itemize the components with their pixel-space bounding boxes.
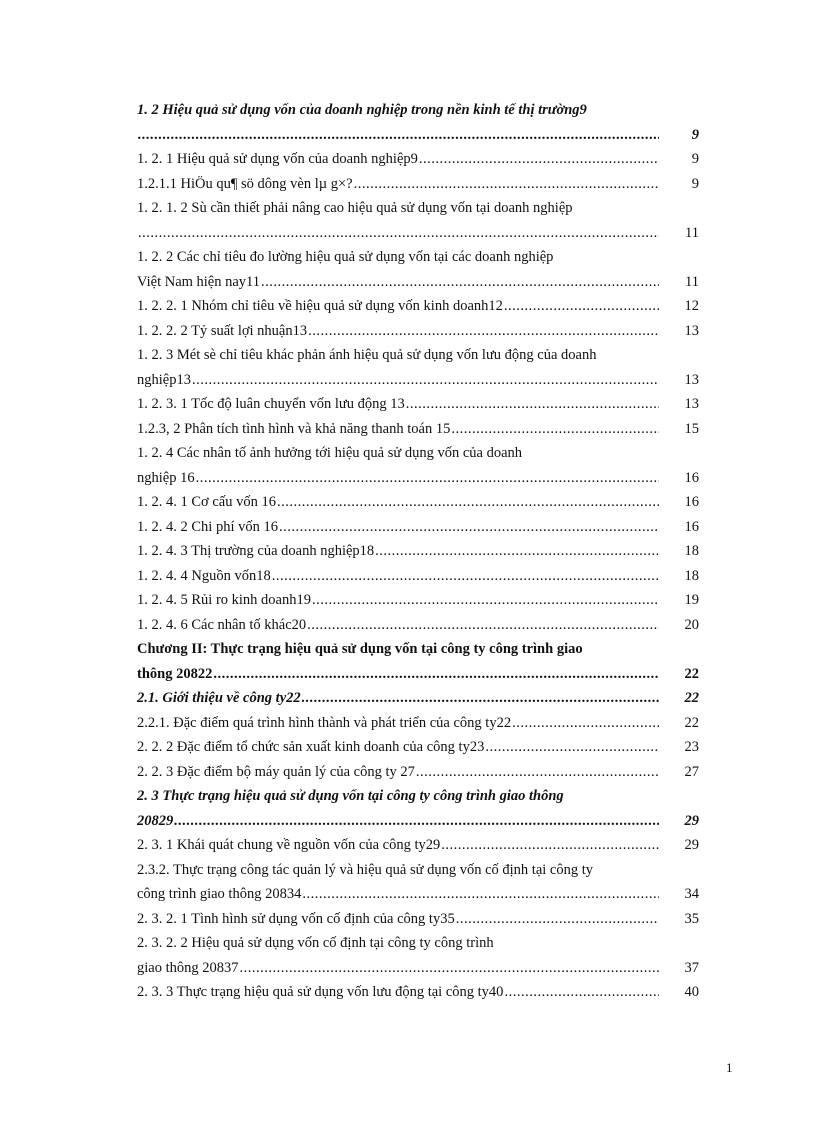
toc-page-number: 13 <box>684 322 699 339</box>
toc-page-number: 35 <box>684 910 699 927</box>
toc-entry-title: 1. 2. 3 Mét sè chỉ tiêu khác phản ánh hiệu quả sử dụng vốn lưu động của doanh <box>137 347 597 363</box>
dot-leader <box>504 294 659 319</box>
toc-entry-title: Chương II: Thực trạng hiệu quả sử dụng vốn tại công ty công trình giao <box>137 641 583 657</box>
toc-entry-title: 2.1. Giới thiệu về công ty22 <box>137 690 301 706</box>
dot-leader <box>441 833 659 858</box>
toc-entry-title: 1. 2. 4. 4 Nguồn vốn18 <box>137 567 271 584</box>
dot-leader <box>213 662 659 687</box>
toc-page-number: 12 <box>684 298 699 314</box>
toc-entry-title: 1. 2. 2 Các chỉ tiêu đo lường hiệu quả sử dụng vốn tại các doanh nghiệp <box>137 249 554 265</box>
toc-entry[interactable] <box>137 539 699 564</box>
toc-page-number: 37 <box>684 959 699 976</box>
toc-entry[interactable] <box>137 564 699 589</box>
toc-entry-title: 2.3.2. Thực trạng công tác quản lý và hiệu quả sử dụng vốn cố định tại công ty <box>137 861 593 878</box>
toc-page-number: 29 <box>684 837 699 853</box>
toc-entry-title: 2. 3. 1 Khái quát chung về nguồn vốn của công ty29 <box>137 837 441 853</box>
toc-entry-title: 1. 2. 4. 5 Rủi ro kinh doanh19 <box>137 592 311 608</box>
toc-entry[interactable] <box>137 907 699 932</box>
dot-leader <box>416 760 659 785</box>
toc-entry[interactable] <box>137 441 699 490</box>
toc-page-number: 11 <box>685 224 699 241</box>
toc-entry-title: 2.2.1. Đặc điểm quá trình hình thành và phát triển của công ty22 <box>137 714 512 731</box>
toc-entry-title: 1.2.1.1 HiÖu qu¶ sö dông vèn lµ g×? <box>137 175 353 192</box>
dot-leader <box>312 588 659 613</box>
toc-page-number: 9 <box>691 151 699 167</box>
toc-entry[interactable] <box>137 245 699 294</box>
dot-leader <box>451 417 659 442</box>
toc-entry-continuation: thông 20822 <box>137 665 213 682</box>
toc-page-number: 19 <box>684 592 699 608</box>
dot-leader <box>512 711 659 736</box>
toc-entry[interactable] <box>137 980 699 1005</box>
dot-leader <box>308 319 659 344</box>
dot-leader <box>302 882 659 907</box>
toc-page-number: 18 <box>684 567 699 584</box>
toc-page-number: 15 <box>684 420 699 437</box>
toc-entry[interactable] <box>137 588 699 613</box>
dot-leader <box>277 490 659 515</box>
toc-page-number: 34 <box>684 886 699 902</box>
toc-page-number: 22 <box>684 690 699 706</box>
toc-entry-title: 1.2.3, 2 Phân tích tình hình và khả năng thanh toán 15 <box>137 420 451 437</box>
toc-page-number: 13 <box>684 371 699 388</box>
toc-page-number: 29 <box>684 812 699 829</box>
toc-entry[interactable] <box>137 147 699 172</box>
toc-entry-title: 1. 2. 2. 1 Nhóm chỉ tiêu về hiệu quả sử dụng vốn kinh doanh12 <box>137 298 503 314</box>
dot-leader <box>272 564 659 589</box>
toc-page-number: 22 <box>684 714 699 731</box>
toc-page-number: 13 <box>684 396 699 412</box>
toc-page-number: 20 <box>684 616 699 633</box>
toc-entry[interactable] <box>137 637 699 686</box>
toc-entry-continuation: nghiệp13 <box>137 371 191 388</box>
toc-page-number: 23 <box>684 739 699 755</box>
toc-entry-continuation: công trình giao thông 20834 <box>137 886 302 902</box>
toc-entry-title: 2. 3. 2. 2 Hiệu quả sử dụng vốn cố định tại công ty công trình <box>137 935 494 951</box>
toc-entry-title: 1. 2. 3. 1 Tốc độ luân chuyển vốn lưu động 13 <box>137 396 405 412</box>
toc-page-number: 9 <box>691 126 699 143</box>
toc-entry[interactable] <box>137 760 699 785</box>
toc-entry-continuation: Việt Nam hiện nay11 <box>137 273 261 290</box>
dot-leader <box>354 172 659 197</box>
toc-page-number: 18 <box>684 543 699 559</box>
dot-leader <box>302 686 659 711</box>
toc-entry-title: 1. 2. 4. 6 Các nhân tố khác20 <box>137 616 307 633</box>
toc-entry[interactable] <box>137 490 699 515</box>
toc-entry-title: 2. 2. 2 Đặc điểm tổ chức sản xuất kinh doanh của công ty23 <box>137 739 485 755</box>
toc-entry-continuation: nghiệp 16 <box>137 469 195 486</box>
toc-page-number: 27 <box>684 763 699 780</box>
dot-leader <box>406 392 659 417</box>
toc-entry[interactable] <box>137 711 699 736</box>
toc-entry[interactable] <box>137 98 699 147</box>
dot-leader <box>456 907 659 932</box>
dot-leader <box>192 368 659 393</box>
toc-entry[interactable] <box>137 294 699 319</box>
toc-entry-title: 1. 2. 2. 2 Tỷ suất lợi nhuận13 <box>137 322 308 339</box>
toc-page-number: 11 <box>685 273 699 290</box>
toc-entry-title: 1. 2. 4. 3 Thị trường của doanh nghiệp18 <box>137 543 375 559</box>
toc-entry[interactable] <box>137 931 699 980</box>
toc-entry[interactable] <box>137 343 699 392</box>
toc-entry-continuation: giao thông 20837 <box>137 959 239 976</box>
dot-leader <box>485 735 659 760</box>
dot-leader <box>240 956 660 981</box>
toc-page-number: 16 <box>684 494 699 510</box>
dot-leader <box>196 466 659 491</box>
toc-entry-title: 2. 3 Thực trạng hiệu quả sử dụng vốn tại công ty công trình giao thông <box>137 788 564 804</box>
toc-entry[interactable] <box>137 784 699 833</box>
toc-entry[interactable] <box>137 319 699 344</box>
toc-entry-title: 2. 3. 2. 1 Tình hình sử dụng vốn cố định của công ty35 <box>137 910 455 927</box>
dot-leader <box>138 221 659 246</box>
toc-entry[interactable] <box>137 613 699 638</box>
page-number: 1 <box>726 1060 733 1075</box>
dot-leader <box>261 270 659 295</box>
toc-page-number: 16 <box>684 518 699 535</box>
toc-entry-title: 1. 2. 1 Hiệu quả sử dụng vốn của doanh nghiệp9 <box>137 151 418 167</box>
dot-leader <box>279 515 659 540</box>
toc-entry[interactable] <box>137 196 699 245</box>
toc-page-number: 16 <box>684 469 699 486</box>
toc-entry-title: 2. 3. 3 Thực trạng hiệu quả sử dụng vốn lưu động tại công ty40 <box>137 984 504 1000</box>
table-of-contents <box>137 98 699 1005</box>
toc-entry-title: 1. 2. 4. 2 Chi phí vốn 16 <box>137 518 278 535</box>
toc-page-number: 40 <box>684 984 699 1000</box>
toc-entry[interactable] <box>137 735 699 760</box>
toc-entry-title: 1. 2 Hiệu quả sử dụng vốn của doanh nghiệp trong nền kinh tế thị trường9 <box>137 102 587 118</box>
toc-entry[interactable] <box>137 858 699 907</box>
toc-entry-title: 1. 2. 4 Các nhân tố ảnh hưởng tới hiệu quả sử dụng vốn của doanh <box>137 445 523 461</box>
toc-entry-continuation: 20829 <box>137 812 174 829</box>
toc-entry-title: 1. 2. 4. 1 Cơ cấu vốn 16 <box>137 494 276 510</box>
dot-leader <box>504 980 659 1005</box>
toc-entry[interactable] <box>137 833 699 858</box>
dot-leader <box>138 123 659 148</box>
dot-leader <box>375 539 659 564</box>
dot-leader <box>307 613 659 638</box>
toc-entry[interactable] <box>137 417 699 442</box>
toc-entry[interactable] <box>137 392 699 417</box>
toc-entry[interactable] <box>137 172 699 197</box>
toc-entry-title: 1. 2. 1. 2 Sù cần thiết phải nâng cao hiệu quả sử dụng vốn tại doanh nghiệp <box>137 200 573 216</box>
toc-page-number: 9 <box>691 175 699 192</box>
toc-entry-title: 2. 2. 3 Đặc điểm bộ máy quản lý của công ty 27 <box>137 763 415 780</box>
toc-page-number: 22 <box>684 665 699 682</box>
toc-entry[interactable] <box>137 686 699 711</box>
dot-leader <box>419 147 659 172</box>
dot-leader <box>174 809 659 834</box>
toc-entry[interactable] <box>137 515 699 540</box>
